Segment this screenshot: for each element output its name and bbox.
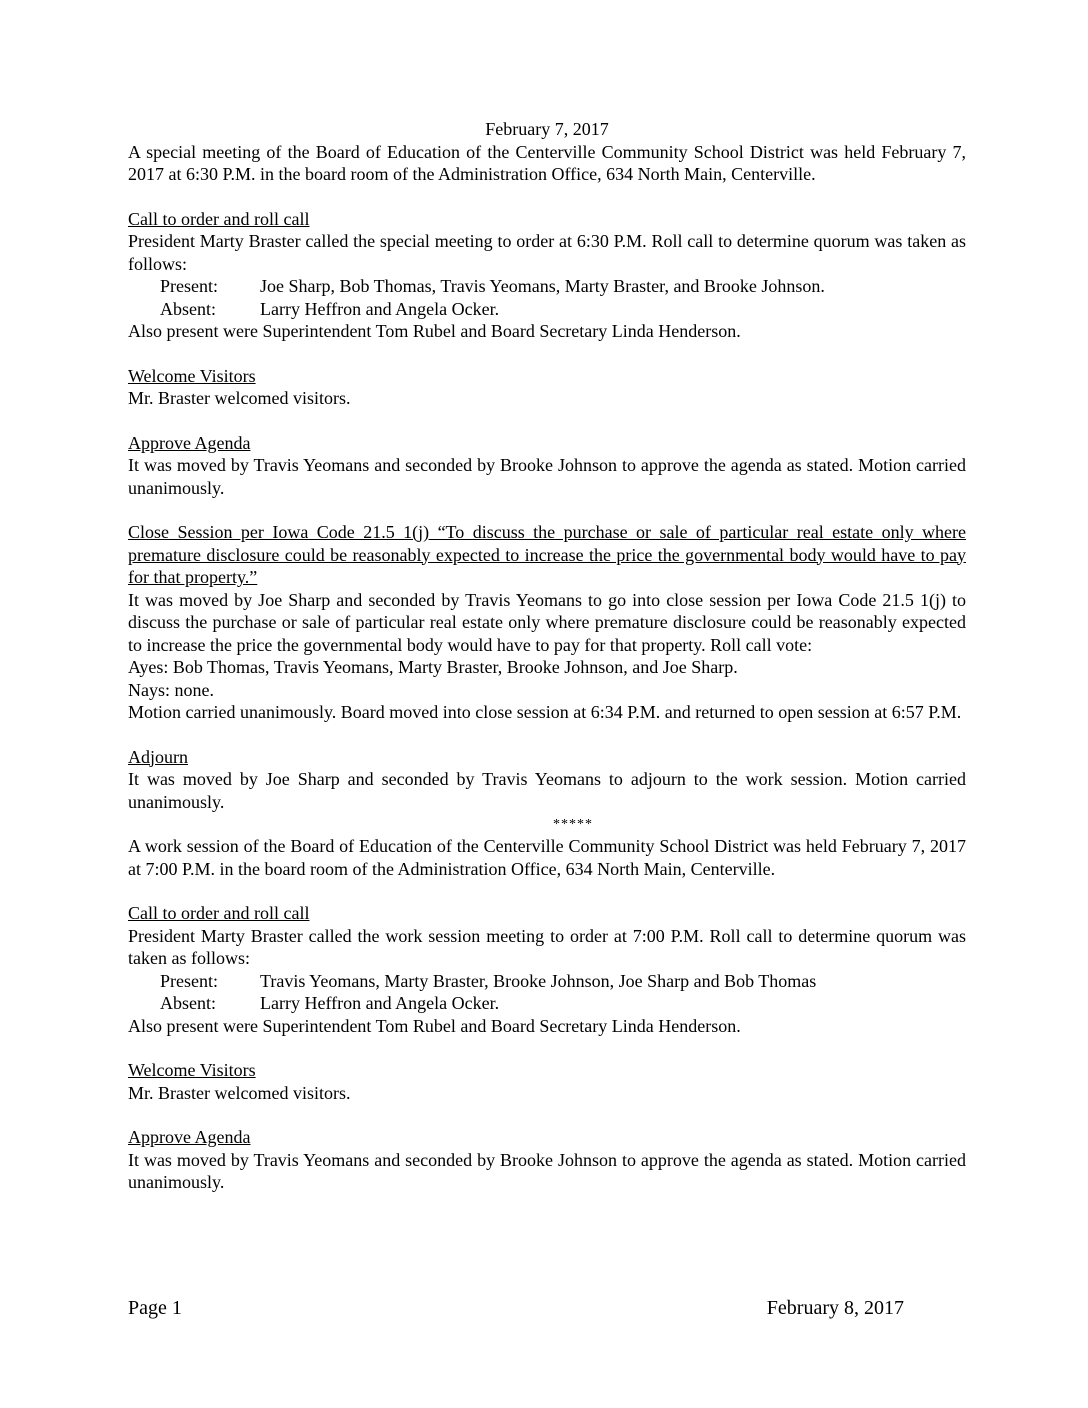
nays-text: Nays: none. bbox=[128, 679, 214, 700]
close-session-result: Motion carried unanimously. Board moved into close session at 6:34 P.M. and returned to open session at 6:57 P.M. bbox=[128, 702, 962, 722]
work-approve-agenda-heading: Approve Agenda bbox=[128, 1127, 251, 1147]
call-to-order-heading: Call to order and roll call bbox=[128, 208, 310, 229]
present-names: Joe Sharp, Bob Thomas, Travis Yeomans, Marty Braster, and Brooke Johnson. bbox=[260, 276, 825, 296]
absent-label: Absent: bbox=[160, 298, 216, 319]
work-present-names: Travis Yeomans, Marty Braster, Brooke Johnson, Joe Sharp and Bob Thomas bbox=[260, 970, 817, 991]
call-to-order-text: President Marty Braster called the special meeting to order at 6:30 P.M. Roll call to determine quorum was taken as follows: bbox=[128, 231, 966, 274]
work-call-to-order-text: President Marty Braster called the work session meeting to order at 7:00 P.M. Roll call to determine quorum was taken as follows: bbox=[128, 925, 966, 968]
present-label: Present: bbox=[160, 276, 218, 296]
work-welcome-visitors-heading: Welcome Visitors bbox=[128, 1060, 256, 1080]
page-number: Page 1 bbox=[128, 1297, 182, 1319]
work-absent-label: Absent: bbox=[160, 993, 216, 1013]
close-session-text: It was moved by Joe Sharp and seconded by Travis Yeomans to go into close session per Iowa Code 21.5 1(j) to discuss the purchase or sale of particular real estate only where premature disclosure could be reasonably expected to increase the price the governmental body would have to pay for that property. Roll call vote: bbox=[128, 589, 966, 655]
adjourn-text: It was moved by Joe Sharp and seconded by Travis Yeomans to adjourn to the work session. Motion carried unanimously. bbox=[128, 769, 966, 812]
page-footer bbox=[128, 1296, 904, 1320]
adjourn-heading: Adjourn bbox=[128, 746, 188, 767]
work-approve-agenda-text: It was moved by Travis Yeomans and seconded by Brooke Johnson to approve the agenda as stated. Motion carried unanimously. bbox=[128, 1149, 966, 1192]
work-present-row bbox=[128, 970, 966, 993]
close-session-heading: Close Session per Iowa Code 21.5 1(j) “To discuss the purchase or sale of particular real estate only where premature disclosure could be reasonably expected to increase the price the governmental body would have to pay for that property.” bbox=[128, 522, 966, 587]
special-meeting-intro: A special meeting of the Board of Education of the Centerville Community School District was held February 7, 2017 at 6:30 P.M. in the board room of the Administration Office, 634 North Main, Centerville. bbox=[128, 141, 966, 184]
also-present-text: Also present were Superintendent Tom Rubel and Board Secretary Linda Henderson. bbox=[128, 321, 741, 341]
meeting-date: February 7, 2017 bbox=[485, 119, 609, 139]
section-separator: ***** bbox=[553, 817, 593, 832]
absent-names: Larry Heffron and Angela Ocker. bbox=[260, 298, 500, 319]
work-present-label: Present: bbox=[160, 970, 218, 991]
work-session-intro: A work session of the Board of Education of the Centerville Community School District was held February 7, 2017 at 7:00 P.M. in the board room of the Administration Office, 634 North Main, Centerville. bbox=[128, 836, 966, 879]
approve-agenda-text: It was moved by Travis Yeomans and seconded by Brooke Johnson to approve the agenda as stated. Motion carried unanimously. bbox=[128, 455, 966, 498]
work-absent-names: Larry Heffron and Angela Ocker. bbox=[260, 993, 500, 1013]
work-welcome-visitors-text: Mr. Braster welcomed visitors. bbox=[128, 1082, 351, 1103]
welcome-visitors-heading: Welcome Visitors bbox=[128, 365, 256, 386]
minutes-page bbox=[128, 118, 966, 1194]
ayes-text: Ayes: Bob Thomas, Travis Yeomans, Marty Braster, Brooke Johnson, and Joe Sharp. bbox=[128, 657, 738, 677]
present-row bbox=[128, 275, 966, 298]
work-call-to-order-heading: Call to order and roll call bbox=[128, 903, 310, 923]
approve-agenda-heading: Approve Agenda bbox=[128, 432, 251, 453]
welcome-visitors-text: Mr. Braster welcomed visitors. bbox=[128, 388, 351, 408]
work-absent-row bbox=[128, 992, 966, 1015]
work-also-present-text: Also present were Superintendent Tom Rubel and Board Secretary Linda Henderson. bbox=[128, 1015, 741, 1036]
absent-row bbox=[128, 298, 966, 321]
footer-date: February 8, 2017 bbox=[766, 1297, 904, 1319]
